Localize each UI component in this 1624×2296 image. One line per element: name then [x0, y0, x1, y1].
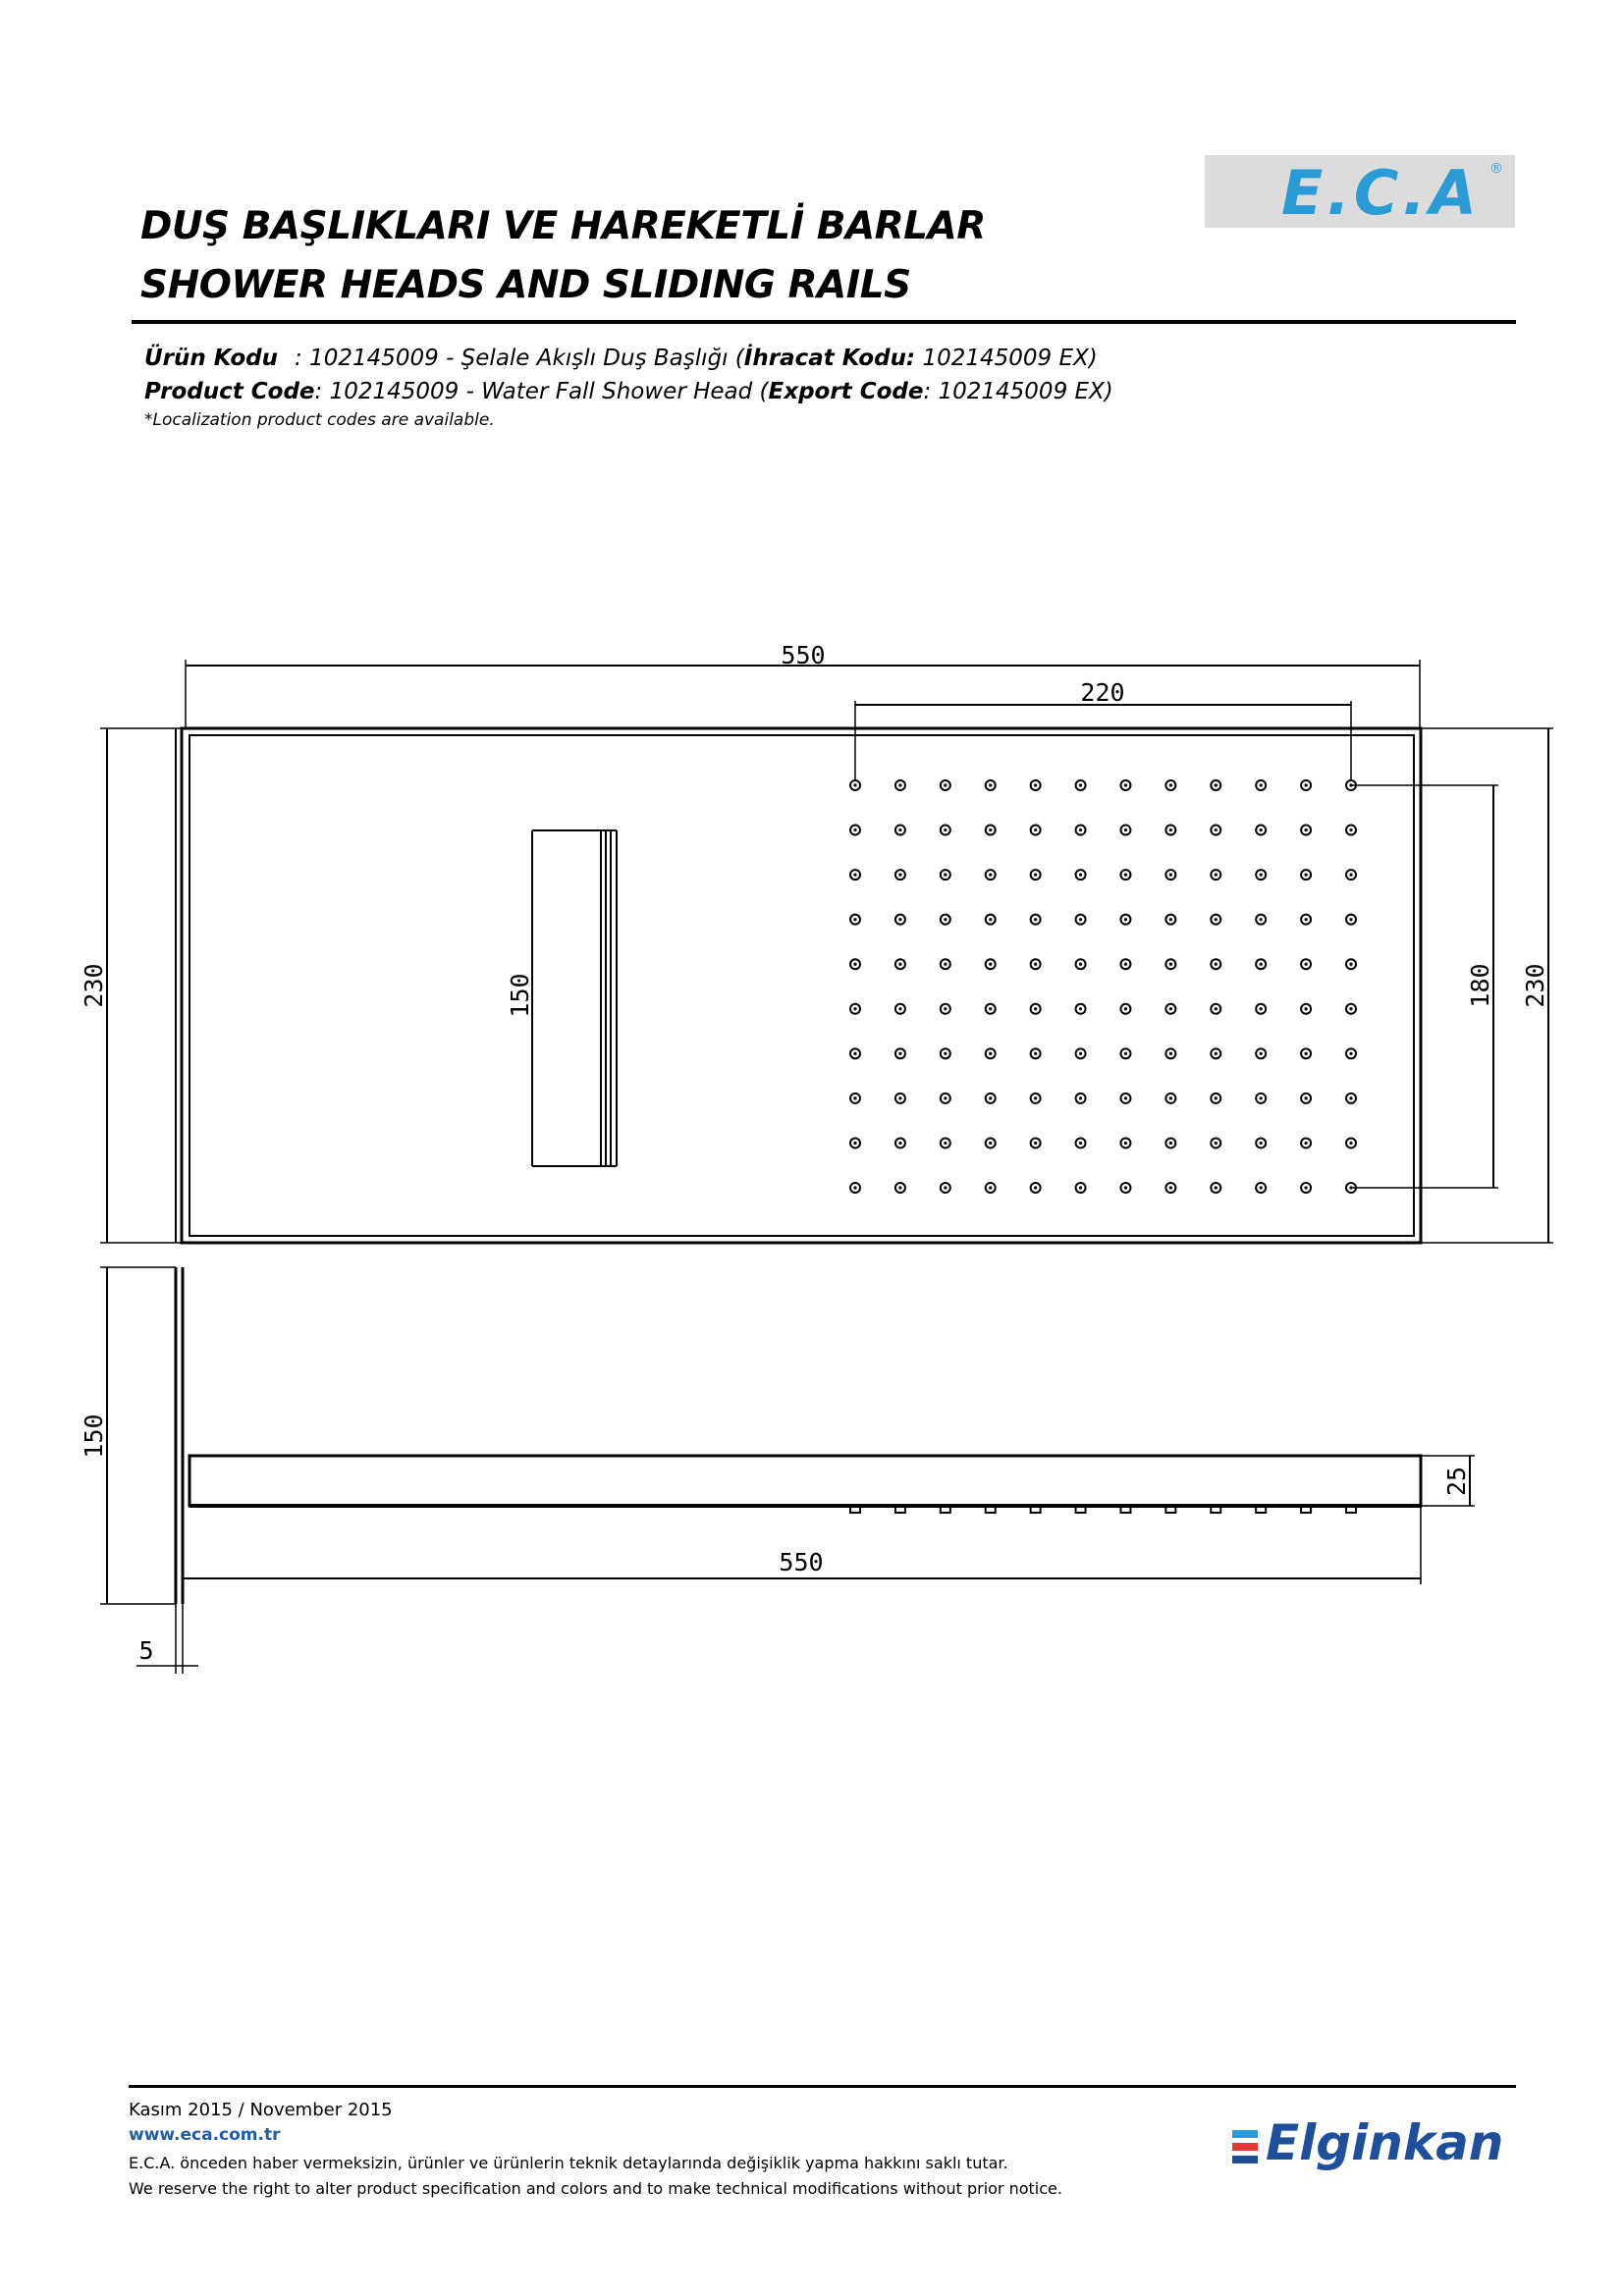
footer-disclaimer-tr: E.C.A. önceden haber vermeksizin, ürünler ve ürünlerin teknik detaylarında değişiklik yapma hakkını saklı tutar. — [129, 2154, 1008, 2172]
nozzle — [1031, 1048, 1041, 1058]
nozzle — [1165, 826, 1175, 835]
nozzle — [1301, 1094, 1311, 1103]
nozzle-tip — [895, 1507, 905, 1513]
nozzle — [850, 1094, 860, 1103]
eca-logo-text: E.C.A — [1281, 157, 1481, 229]
nozzle — [1165, 870, 1175, 880]
nozzle — [941, 870, 950, 880]
elginkan-logo-mark — [1232, 2130, 1258, 2163]
nozzle — [1120, 826, 1130, 835]
nozzle-tip — [941, 1507, 950, 1513]
nozzle — [986, 959, 996, 969]
nozzle — [895, 1048, 905, 1058]
nozzle — [941, 1094, 950, 1103]
nozzle — [1211, 1094, 1220, 1103]
nozzle — [1346, 1048, 1356, 1058]
nozzle — [1301, 1183, 1311, 1193]
nozzle — [1346, 1004, 1356, 1014]
nozzle — [986, 1138, 996, 1148]
nozzle — [1031, 780, 1041, 790]
nozzle — [1165, 1004, 1175, 1014]
nozzle — [895, 826, 905, 835]
nozzle — [1031, 915, 1041, 925]
export-code-label-en: Export Code — [768, 379, 924, 404]
elginkan-bar-navy — [1232, 2156, 1258, 2163]
page-title-en: SHOWER HEADS AND SLIDING RAILS — [140, 263, 911, 307]
nozzle — [850, 1004, 860, 1014]
dim-label-nozzle-height: 180 — [1466, 963, 1494, 1008]
nozzle — [941, 1048, 950, 1058]
nozzle — [850, 780, 860, 790]
nozzle — [1031, 1004, 1041, 1014]
nozzle — [1211, 959, 1220, 969]
dim-label-side-height: 150 — [80, 1414, 108, 1459]
nozzle — [1076, 1183, 1086, 1193]
nozzle — [850, 826, 860, 835]
export-code-value-en: : 102145009 EX) — [923, 379, 1113, 404]
product-code-text-en: : 102145009 - Water Fall Shower Head ( — [314, 379, 769, 404]
dim-nozzle-span — [855, 701, 1351, 781]
nozzle — [1256, 870, 1266, 880]
nozzle — [1301, 915, 1311, 925]
nozzle — [1301, 1048, 1311, 1058]
nozzle — [895, 870, 905, 880]
nozzle — [1346, 915, 1356, 925]
nozzle — [895, 1138, 905, 1148]
nozzle — [1165, 915, 1175, 925]
nozzle — [1076, 870, 1086, 880]
nozzle — [1076, 1048, 1086, 1058]
nozzle-tip — [1120, 1507, 1130, 1513]
elginkan-logo-text: Elginkan — [1266, 2114, 1504, 2171]
nozzle — [1256, 780, 1266, 790]
dim-label-thickness: 25 — [1442, 1466, 1471, 1497]
nozzle — [1120, 1048, 1130, 1058]
nozzle — [1301, 870, 1311, 880]
dim-side-height — [100, 1267, 176, 1604]
nozzle — [941, 959, 950, 969]
nozzle-tip — [1256, 1507, 1266, 1513]
nozzle — [1211, 1183, 1220, 1193]
dim-label-height-left: 230 — [80, 963, 108, 1008]
nozzle — [1120, 870, 1130, 880]
nozzle — [1120, 780, 1130, 790]
registered-mark: ® — [1489, 161, 1503, 177]
nozzle — [1076, 959, 1086, 969]
shower-head-top-outline — [182, 728, 1421, 1243]
nozzle — [850, 1138, 860, 1148]
nozzle — [986, 1004, 996, 1014]
nozzle — [1120, 959, 1130, 969]
nozzle — [1165, 959, 1175, 969]
nozzle — [1031, 959, 1041, 969]
nozzle — [1256, 1138, 1266, 1148]
wall-plate-side — [176, 1267, 183, 1604]
dim-label-top-width: 550 — [781, 641, 826, 669]
shower-head-top-inner — [189, 735, 1414, 1236]
export-code-label-tr: İhracat Kodu: — [743, 346, 916, 371]
nozzle — [1031, 1183, 1041, 1193]
nozzle — [1076, 1094, 1086, 1103]
nozzle-tip — [850, 1507, 860, 1513]
nozzle — [1211, 826, 1220, 835]
nozzle — [1120, 1138, 1130, 1148]
nozzle — [895, 959, 905, 969]
nozzle — [1301, 1138, 1311, 1148]
nozzle — [1076, 1004, 1086, 1014]
nozzle — [986, 915, 996, 925]
nozzle — [1346, 1094, 1356, 1103]
footer-divider — [129, 2085, 1516, 2088]
nozzle — [941, 915, 950, 925]
export-code-value-tr: 102145009 EX) — [915, 346, 1098, 371]
footer-date: Kasım 2015 / November 2015 — [129, 2100, 393, 2120]
dim-label-nozzle-span: 220 — [1080, 678, 1125, 707]
nozzle — [1165, 1183, 1175, 1193]
product-code-label-tr: Ürün Kodu — [144, 346, 278, 371]
nozzle — [1211, 780, 1220, 790]
nozzle — [1346, 959, 1356, 969]
nozzle — [986, 1094, 996, 1103]
nozzle — [1120, 1094, 1130, 1103]
dim-top-width — [186, 660, 1420, 728]
nozzle — [1076, 1138, 1086, 1148]
nozzle — [895, 1094, 905, 1103]
nozzle-tip — [1076, 1507, 1086, 1513]
nozzle — [1211, 915, 1220, 925]
nozzle — [1346, 826, 1356, 835]
localization-note: *Localization product codes are available. — [144, 410, 495, 430]
nozzle — [1301, 826, 1311, 835]
nozzle — [941, 780, 950, 790]
nozzle — [986, 870, 996, 880]
nozzle — [1031, 1094, 1041, 1103]
nozzle — [895, 1183, 905, 1193]
nozzle — [1256, 959, 1266, 969]
nozzle — [1256, 1004, 1266, 1014]
dim-label-bottom-width: 550 — [779, 1548, 824, 1576]
nozzle — [941, 1183, 950, 1193]
nozzle — [1346, 1138, 1356, 1148]
nozzle — [850, 1048, 860, 1058]
elginkan-bar-red — [1232, 2143, 1258, 2151]
nozzle — [1120, 1004, 1130, 1014]
dim-label-wall-plate: 5 — [138, 1636, 154, 1665]
nozzle-tip — [1031, 1507, 1041, 1513]
nozzle — [1076, 826, 1086, 835]
nozzle-tip — [1346, 1507, 1356, 1513]
elginkan-bar-blue — [1232, 2130, 1258, 2138]
nozzle — [1165, 1138, 1175, 1148]
nozzle-tip — [1165, 1507, 1175, 1513]
product-code-text-tr: : 102145009 - Şelale Akışlı Duş Başlığı ( — [295, 346, 744, 371]
nozzle — [1211, 870, 1220, 880]
nozzle — [1256, 826, 1266, 835]
nozzle — [941, 1004, 950, 1014]
nozzle — [1076, 915, 1086, 925]
nozzle — [1256, 915, 1266, 925]
dim-label-slot-height: 150 — [506, 973, 534, 1018]
nozzle — [1165, 1094, 1175, 1103]
product-code-label-en: Product Code — [144, 379, 315, 404]
nozzle — [1076, 780, 1086, 790]
nozzle — [1211, 1138, 1220, 1148]
nozzle — [895, 915, 905, 925]
shower-head-side-body — [189, 1456, 1421, 1506]
nozzle-tip — [1211, 1507, 1220, 1513]
nozzle — [1165, 1048, 1175, 1058]
nozzle — [850, 959, 860, 969]
nozzle — [850, 1183, 860, 1193]
nozzle — [1301, 1004, 1311, 1014]
nozzle-tip — [1301, 1507, 1311, 1513]
nozzle — [1031, 870, 1041, 880]
nozzle — [1301, 780, 1311, 790]
footer-disclaimer-en: We reserve the right to alter product specification and colors and to make technical modifications without prior notice. — [129, 2179, 1062, 2198]
nozzle — [986, 1183, 996, 1193]
nozzle — [1211, 1048, 1220, 1058]
nozzle — [1211, 1004, 1220, 1014]
page-title-tr: DUŞ BAŞLIKLARI VE HAREKETLİ BARLAR — [140, 204, 986, 248]
nozzle — [1256, 1183, 1266, 1193]
nozzle — [1031, 1138, 1041, 1148]
nozzle — [850, 870, 860, 880]
nozzle — [941, 1138, 950, 1148]
nozzle — [1165, 780, 1175, 790]
nozzle — [986, 780, 996, 790]
elginkan-logo — [1232, 2116, 1527, 2185]
nozzle — [1346, 870, 1356, 880]
footer-url-link[interactable]: www.eca.com.tr — [129, 2125, 281, 2145]
nozzle — [895, 1004, 905, 1014]
nozzle — [1256, 1094, 1266, 1103]
nozzle — [1031, 826, 1041, 835]
nozzle — [941, 826, 950, 835]
waterfall-slot — [532, 830, 617, 1166]
nozzle — [895, 780, 905, 790]
nozzle-grid — [850, 780, 1356, 1193]
dim-label-height-right: 230 — [1521, 963, 1549, 1008]
nozzle — [986, 826, 996, 835]
nozzle — [850, 915, 860, 925]
nozzle — [1120, 1183, 1130, 1193]
nozzle — [986, 1048, 996, 1058]
nozzle — [1120, 915, 1130, 925]
nozzle — [1256, 1048, 1266, 1058]
nozzle — [1301, 959, 1311, 969]
dim-height-left — [100, 728, 182, 1243]
nozzle-tip — [986, 1507, 996, 1513]
